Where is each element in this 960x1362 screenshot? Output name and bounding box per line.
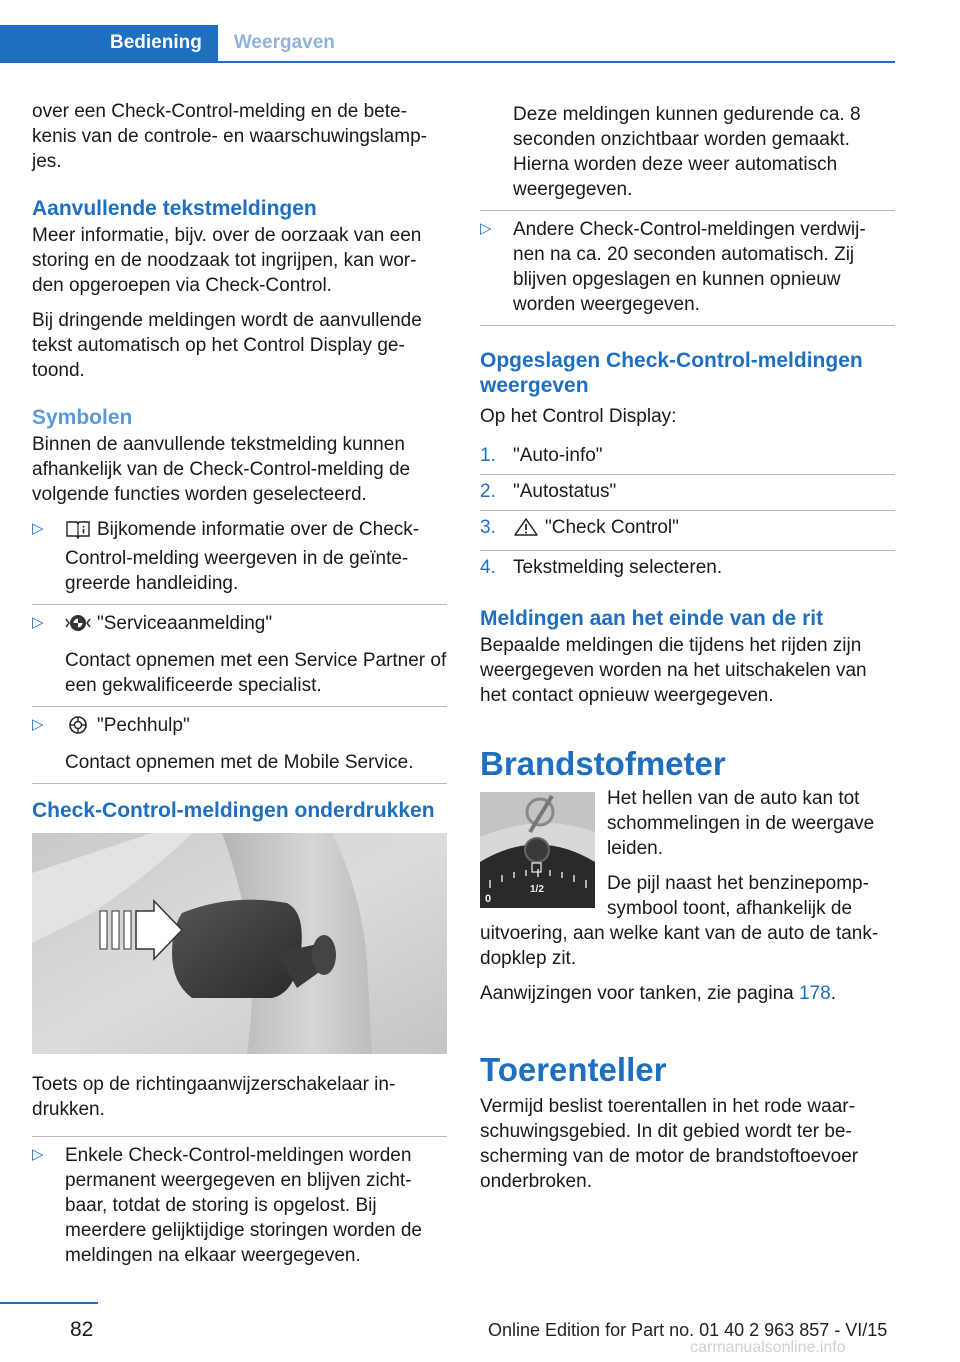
para-dringende-meldingen: Bij dringende meldingen wordt de aanvullende tekst automatisch op het Control Display ge-toond. [32,310,422,381]
watermark: carmanualsonline.info [690,1339,846,1356]
step-text: "Check Control" [545,517,679,538]
left-column [32,99,447,1276]
bullet-triangle-icon: ▷ [480,220,492,237]
andere-list [480,211,895,326]
para-meer-informatie: Meer informatie, bijv. over de oorzaak van een storing en de noodzaak tot ingrijpen, kan wor-den opgeroepen via Check-Control. [32,225,422,296]
bullet-triangle-icon: ▷ [32,614,44,631]
roadside-assistance-icon [65,715,91,742]
bullet-triangle-icon: ▷ [32,1146,44,1163]
step-text: "Autostatus" [513,481,617,502]
list-item [480,211,895,326]
step-text: "Auto-info" [513,445,603,466]
page-number: 82 [70,1318,94,1341]
step-number: 1. [480,445,496,466]
list-item-text: Bijkomende informatie over de Check-Control-melding weergeven in de geïnte-greerde handleiding. [65,519,420,594]
aanwijzingen-suffix: . [830,983,836,1004]
para-hellen: Het hellen van de auto kan tot schommelingen in de weergave leiden. [607,788,875,859]
manual-book-icon [65,519,91,546]
list-item [32,511,447,605]
list-item-subtext: Contact opnemen met een Service Partner of een gekwalificeerde specialist. [65,650,447,696]
list-item [32,1137,447,1276]
footer-divider [0,1302,98,1304]
para-pijl: De pijl naast het benzinepomp-symbool toont, afhankelijk de uitvoering, aan welke kant van de auto de tank-dopklep zit. [480,873,879,969]
intro-text: over een Check-Control-melding en de bete-kenis van de controle- en waarschuwingslamp-jes. [32,101,427,172]
bmw-service-icon [65,613,91,640]
list-item-subtext: Contact opnemen met de Mobile Service. [65,752,414,773]
bullet-triangle-icon: ▷ [32,716,44,733]
step-number: 2. [480,481,496,502]
edition-text: Online Edition for Part no. 01 40 2 963 857 - VI/15 [488,1320,888,1340]
list-item [32,605,447,707]
para-bepaalde: Bepaalde meldingen die tijdens het rijden zijn weergegeven worden na het uitschakelen van het contact opnieuw weergegeven. [480,635,867,706]
fuel-gauge-illustration [480,792,595,908]
tab-weergaven[interactable]: Weergaven [233,32,335,53]
warning-triangle-icon [513,517,539,544]
list-item-text: Enkele Check-Control-meldingen worden permanent weergegeven en blijven zicht-baar, totdat de storing is opgelost. Bij meerdere gelijktijdige storingen worden de meldingen na elkaar weergegeven. [65,1145,422,1266]
heading-toerenteller: Toerenteller [480,1051,667,1088]
para-binnen: Binnen de aanvullende tekstmelding kunnen afhankelijk van de Check-Control-melding de volgende functies worden geselecteerd. [32,434,411,505]
heading-brandstofmeter: Brandstofmeter [480,745,726,782]
heading-einde-rit: Meldingen aan het einde van de rit [480,607,824,630]
aanwijzingen-text: Aanwijzingen voor tanken, zie pagina [480,983,799,1004]
step-text: Tekstmelding selecteren. [513,557,723,578]
para-toets: Toets op de richtingaanwijzerschakelaar in-drukken. [32,1074,396,1120]
right-column [480,99,895,1204]
gauge-label-empty: 0 [485,893,492,905]
para-op-het-display: Op het Control Display: [480,406,677,427]
list-item [480,439,895,475]
heading-opgeslagen: Opgeslagen Check-Control-meldingen weergeven [480,349,863,397]
para-vermijd: Vermijd beslist toerentallen in het rode waar-schuwingsgebied. In dit gebied wordt ter be-scherming van de motor de brandstoftoevoer onderbroken. [480,1096,859,1192]
tab-bediening[interactable]: Bediening [0,25,218,61]
para-cont: Deze meldingen kunnen gedurende ca. 8 seconden onzichtbaar worden gemaakt. Hierna worden deze weer automatisch weergegeven. [513,104,861,200]
list-item [32,707,447,783]
header-tabs [0,25,895,63]
turn-signal-stalk-illustration [32,833,447,1054]
list-item [480,475,895,511]
page-reference-link[interactable]: 178 [798,983,831,1004]
heading-aanvullende-tekstmeldingen: Aanvullende tekstmeldingen [32,197,317,220]
gauge-label-half: 1/2 [530,884,544,895]
suppress-list [32,1137,447,1276]
list-item-text: Andere Check-Control-meldingen verdwij-nen na ca. 20 seconden automatisch. Zij blijven opgeslagen en kunnen opnieuw worden weergegeven. [513,219,866,315]
symbol-list [32,511,447,783]
list-item-text: "Serviceaanmelding" [97,613,273,634]
list-item [480,551,895,586]
list-item [480,511,895,551]
steps-list [480,439,895,586]
step-number: 4. [480,557,496,578]
heading-symbolen: Symbolen [32,406,133,429]
heading-meldingen-onderdrukken: Check-Control-meldingen onderdrukken [32,799,435,822]
fuel-section [480,788,895,981]
list-item-text: "Pechhulp" [97,715,190,736]
para-aanwijzingen [480,981,895,1006]
bullet-triangle-icon: ▷ [32,520,44,537]
step-number: 3. [480,517,496,538]
